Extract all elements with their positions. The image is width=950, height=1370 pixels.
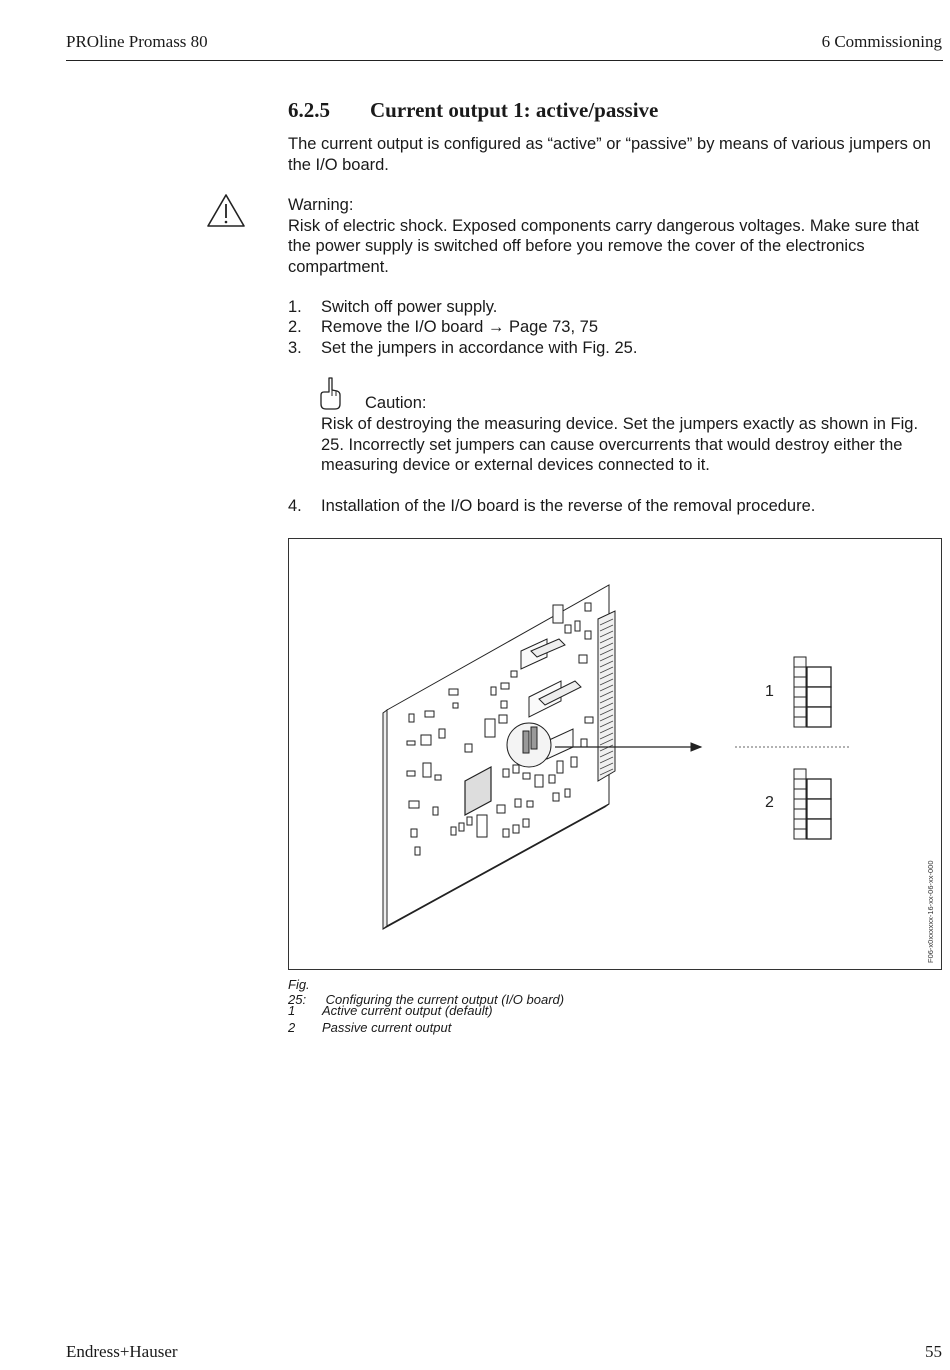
- step-text: Switch off power supply.: [321, 298, 498, 316]
- legend-text: Passive current output: [322, 1020, 452, 1035]
- section-title: Current output 1: active/passive: [370, 98, 659, 122]
- header-doc-title: PROline Promass 80: [66, 32, 208, 51]
- step-number: 1.: [288, 298, 302, 316]
- page-number: 55: [925, 1342, 942, 1361]
- section-number: 6.2.5: [288, 98, 330, 122]
- callout-1: 1: [765, 683, 774, 700]
- intro-paragraph: The current output is configured as “active” or “passive” by means of various jumpers on the I/O board.: [288, 135, 931, 174]
- io-board-outline: [387, 585, 609, 926]
- step-number: 3.: [288, 339, 302, 357]
- pointing-hand-icon: [318, 376, 342, 412]
- legend-number: 2: [288, 1020, 296, 1035]
- caution-title: Caution:: [365, 394, 427, 412]
- figure-25: [288, 538, 942, 970]
- step-number: 4.: [288, 497, 302, 515]
- figure-code: F06-x0xxxxxx-16-xx-06-xx-000: [926, 860, 935, 963]
- warning-title: Warning:: [288, 196, 354, 214]
- legend-number: 1: [288, 1003, 296, 1018]
- step-number: 2.: [288, 318, 302, 336]
- warning-block: [288, 195, 943, 277]
- jumper-block-active: [794, 657, 831, 727]
- figure-caption-label: Fig. 25:: [288, 977, 310, 1007]
- callout-2: 2: [765, 794, 774, 811]
- step-text: Set the jumpers in accordance with Fig. 25.: [321, 339, 638, 357]
- figure-caption-text: Configuring the current output (I/O board): [325, 992, 565, 1007]
- footer-company: Endress+Hauser: [66, 1342, 178, 1361]
- step-text: Installation of the I/O board is the reverse of the removal procedure.: [321, 497, 816, 515]
- warning-triangle-icon: [206, 193, 246, 229]
- step-text: Remove the I/O board → Page 73, 75: [321, 318, 598, 336]
- caution-text: Risk of destroying the measuring device. Set the jumpers exactly as shown in Fig. 25. Incorrectly set jumpers can cause overcurrents that would destroy either the measuring device or external devices connected to it.: [321, 415, 919, 474]
- io-board-illustration: [289, 539, 941, 969]
- legend-text: Active current output (default): [322, 1003, 493, 1018]
- section-heading: [288, 98, 658, 123]
- header-chapter: 6 Commissioning: [821, 32, 942, 51]
- header-divider: [66, 60, 943, 61]
- jumper-block-passive: [794, 769, 831, 839]
- warning-text: Risk of electric shock. Exposed components carry dangerous voltages. Make sure that the power supply is switched off before you remove the cover of the electronics compartment.: [288, 216, 919, 276]
